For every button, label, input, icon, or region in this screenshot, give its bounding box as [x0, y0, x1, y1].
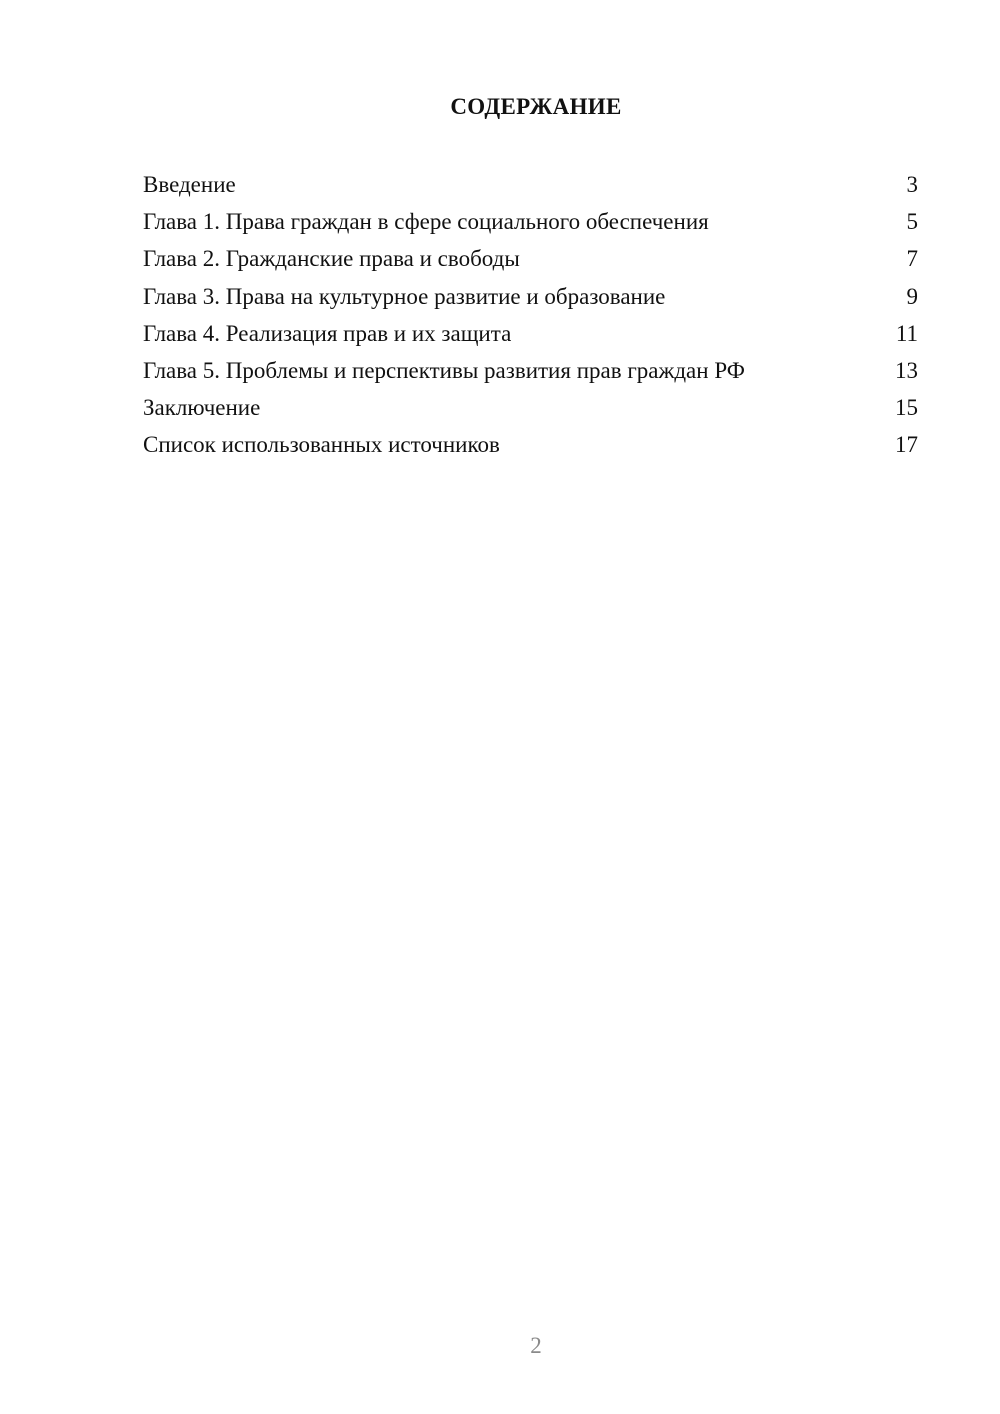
page-number: 2: [530, 1333, 542, 1358]
toc-entry-page: 13: [895, 357, 918, 383]
toc-entry-page: 15: [895, 395, 918, 421]
toc-entry-label: Заключение: [143, 395, 261, 421]
page-title: СОДЕРЖАНИЕ: [450, 94, 622, 119]
toc-entry-label: Глава 2. Гражданские права и свободы: [143, 246, 520, 272]
toc-entry-label: Глава 4. Реализация прав и их защита: [143, 320, 512, 346]
toc-entry: [143, 278, 918, 315]
toc-entry-label: Глава 3. Права на культурное развитие и образование: [143, 283, 666, 309]
toc-entry: [143, 166, 918, 203]
toc-entry-page: 3: [906, 172, 918, 197]
toc-entry: [143, 203, 918, 240]
toc-entry-page: 11: [895, 320, 918, 346]
toc-entry-page: 7: [906, 246, 918, 272]
toc-entry: [143, 240, 918, 277]
toc-entry-label: Список использованных источников: [143, 432, 500, 458]
toc-entry: [143, 389, 918, 426]
toc-entry-page: 5: [906, 209, 918, 235]
toc-entry-page: 9: [906, 283, 918, 309]
toc-entry: [143, 426, 918, 463]
toc-entry-label: Глава 1. Права граждан в сфере социального обеспечения: [143, 209, 709, 235]
toc-entry-label: Введение: [143, 172, 236, 197]
table-of-contents: [143, 166, 918, 464]
toc-entry: [143, 315, 918, 352]
toc-entry: [143, 352, 918, 389]
toc-entry-label: Глава 5. Проблемы и перспективы развития прав граждан РФ: [143, 357, 745, 383]
toc-entry-page: 17: [895, 432, 918, 458]
